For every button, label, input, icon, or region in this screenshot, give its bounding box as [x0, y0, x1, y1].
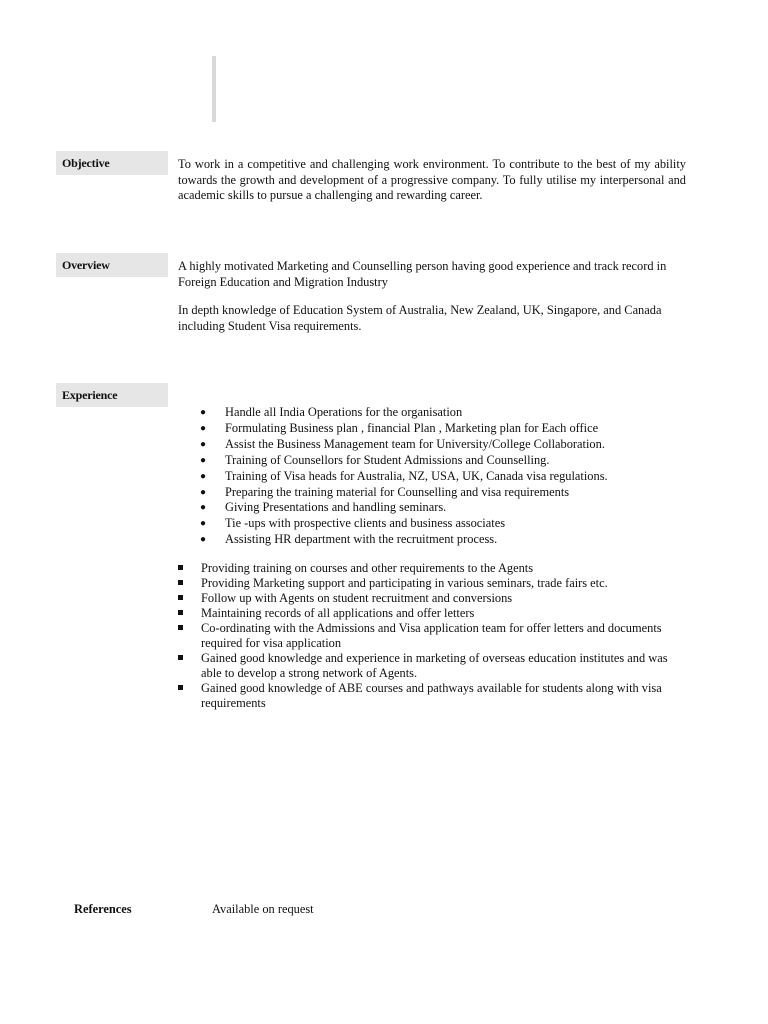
- references-value: Available on request: [212, 902, 314, 916]
- bullet-dot-icon: ●: [200, 518, 207, 530]
- list-item: Co-ordinating with the Admissions and Visa application team for offer letters and documents required for visa application: [178, 621, 686, 651]
- experience-responsibilities-list: [200, 405, 680, 548]
- list-item: Providing Marketing support and participating in various seminars, trade fairs etc.: [178, 576, 686, 591]
- list-item: ● Preparing the training material for Counselling and visa requirements: [200, 484, 570, 499]
- bullet-dot-icon: ●: [200, 454, 207, 466]
- bullet-dot-icon: ●: [200, 438, 207, 450]
- objective-heading: Objective: [56, 151, 168, 175]
- overview-heading: Overview: [56, 253, 168, 277]
- list-item: ● Giving Presentations and handling seminars.: [200, 500, 447, 515]
- list-item: ● Training of Visa heads for Australia, NZ, USA, UK, Canada visa regulations.: [200, 468, 608, 483]
- list-item: ● Formulating Business plan , financial Plan , Marketing plan for Each office: [200, 420, 599, 435]
- bullet-dot-icon: ●: [200, 422, 207, 434]
- experience-heading: Experience: [56, 383, 168, 407]
- list-item: ● Assisting HR department with the recruitment process.: [200, 532, 498, 547]
- references-heading: References: [74, 902, 132, 916]
- bullet-square-icon: [178, 595, 183, 600]
- bullet-dot-icon: ●: [200, 534, 207, 546]
- bullet-dot-icon: ●: [200, 407, 207, 418]
- bullet-square-icon: [178, 580, 183, 585]
- bullet-square-icon: [178, 565, 183, 570]
- experience-achievements-list: [178, 561, 686, 711]
- decorative-divider: [212, 56, 216, 122]
- bullet-square-icon: [178, 610, 183, 615]
- list-item: Gained good knowledge and experience in marketing of overseas education institutes and was able to develop a strong network of Agents.: [178, 651, 686, 681]
- list-item: ● Tie -ups with prospective clients and business associates: [200, 516, 506, 531]
- list-item: Gained good knowledge of ABE courses and pathways available for students along with visa requirements: [178, 681, 686, 711]
- overview-paragraph-1: A highly motivated Marketing and Counselling person having good experience and track record in Foreign Education and Migration Industry: [178, 259, 667, 289]
- list-item: Follow up with Agents on student recruitment and conversions: [178, 591, 686, 606]
- objective-text: To work in a competitive and challenging work environment. To contribute to the best of my ability towards the growth and development of a progressive company. To fully utilise my interpersonal and academic skills to pursue a challenging and rewarding career.: [178, 157, 686, 202]
- bullet-dot-icon: ●: [200, 486, 207, 498]
- list-item: ● Handle all India Operations for the organisation: [200, 405, 463, 419]
- bullet-dot-icon: ●: [200, 502, 207, 514]
- list-item: ● Training of Counsellors for Student Admissions and Counselling.: [200, 452, 550, 467]
- bullet-dot-icon: ●: [200, 470, 207, 482]
- list-item: Providing training on courses and other requirements to the Agents: [178, 561, 686, 576]
- overview-paragraph-2: In depth knowledge of Education System of Australia, New Zealand, UK, Singapore, and Canada including Student Visa requirements.: [178, 303, 662, 333]
- list-item: ● Assist the Business Management team for University/College Collaboration.: [200, 436, 605, 451]
- bullet-square-icon: [178, 655, 183, 660]
- bullet-square-icon: [178, 685, 183, 690]
- list-item: Maintaining records of all applications and offer letters: [178, 606, 686, 621]
- bullet-square-icon: [178, 625, 183, 630]
